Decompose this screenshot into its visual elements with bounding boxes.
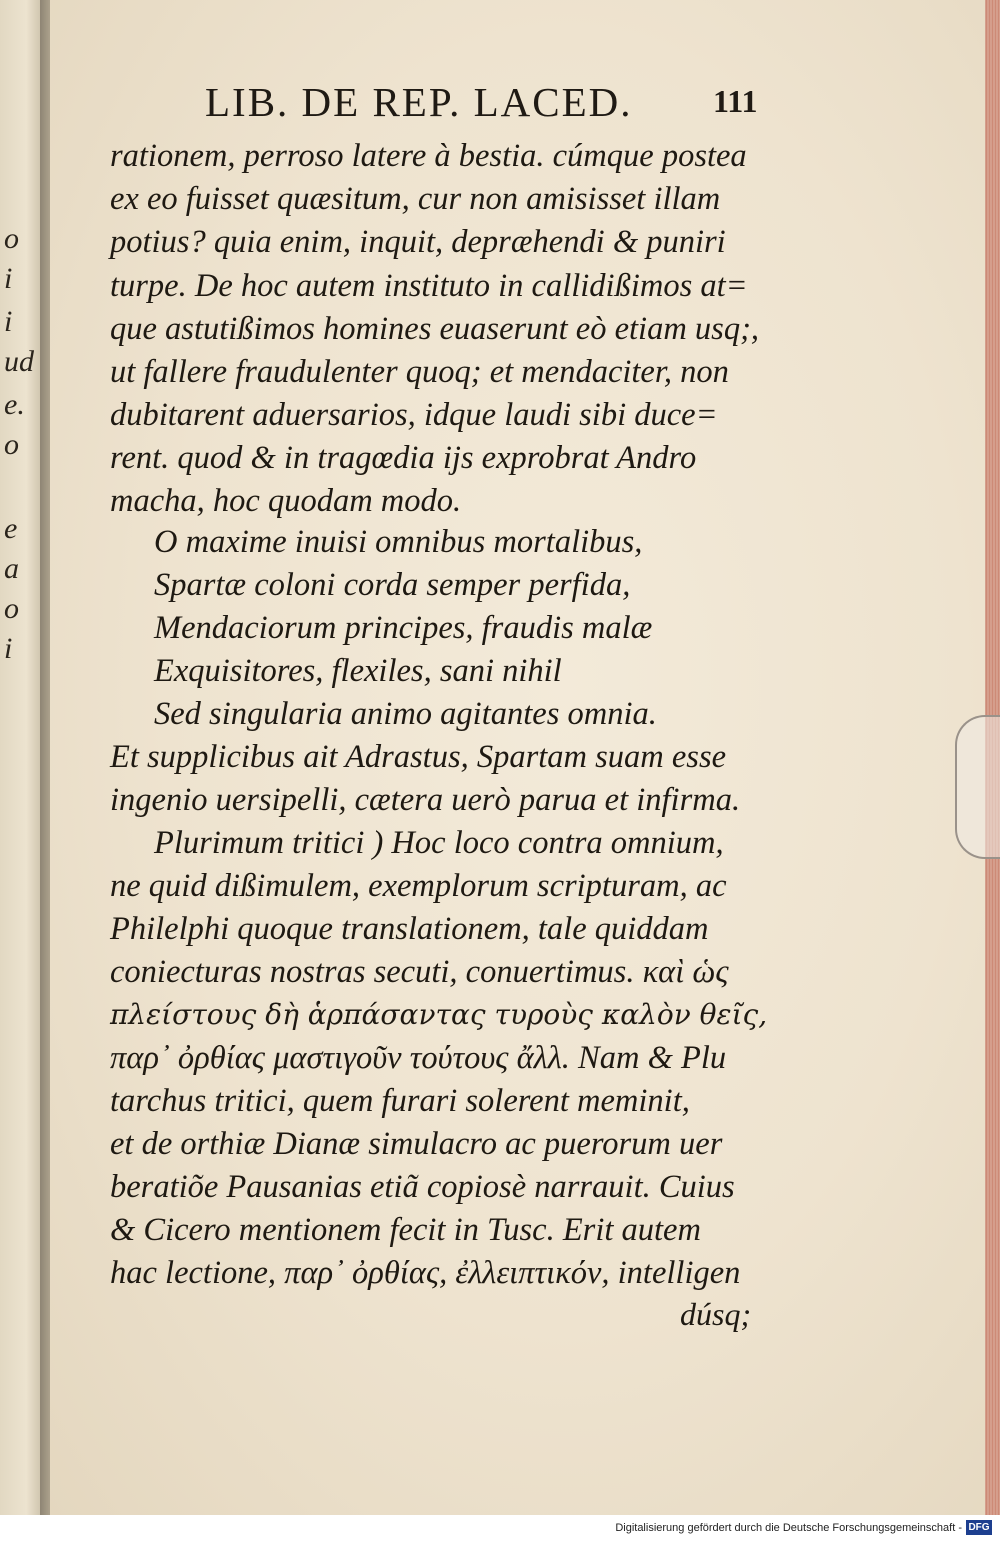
page-number: 111 [713, 83, 758, 119]
text-line: potius? quia enim, inquit, depræhendi & puniri [110, 224, 726, 260]
text-line: macha, hoc quodam modo. [110, 483, 462, 519]
text-line: dubitarent aduersarios, idque laudi sibi duce= [110, 397, 718, 433]
greek-text-line: πλείστους δὴ ἁρπάσαντας τυροὺς καλὸν θεῖς, [110, 998, 768, 1031]
verse-line: Exquisitores, flexiles, sani nihil [154, 653, 562, 689]
running-head: LIB. DE REP. LACED. [205, 79, 633, 125]
text-line: rationem, perroso latere à bestia. cúmque postea [110, 138, 747, 174]
facing-page-fragment: i [4, 305, 13, 338]
text-line: ut fallere fraudulenter quoq; et mendaciter, non [110, 354, 729, 390]
text-line: coniecturas nostras secuti, conuertimus. καὶ ὡς [110, 954, 729, 990]
commentary-lemma-line: Plurimum tritici ) Hoc loco contra omnium, [154, 825, 724, 861]
facing-page-fragment: a [4, 552, 19, 585]
text-line: que astutißimos homines euaserunt eò etiam usq;, [110, 311, 760, 347]
text-line: & Cicero mentionem fecit in Tusc. Erit autem [110, 1212, 701, 1248]
facing-page-fragment: o [4, 222, 19, 255]
text-line: ex eo fuisset quæsitum, cur non amisisset illam [110, 181, 721, 217]
text-line: turpe. De hoc autem instituto in callidißimos at= [110, 268, 748, 304]
text-line: rent. quod & in tragœdia ijs exprobrat Andro [110, 440, 697, 476]
facing-page-fragment: ud [4, 345, 34, 378]
text-line: ingenio uersipelli, cætera uerò parua et infirma. [110, 782, 741, 818]
text-line: παρ᾽ ὀρθίας μαστιγοῦν τούτους ἄλλ. Nam & Plu [110, 1040, 727, 1076]
text-line: beratiõe Pausanias etiã copiosè narrauit. Cuius [110, 1169, 735, 1205]
text-line: ne quid dißimulem, exemplorum scripturam, ac [110, 868, 727, 904]
catchword: dúsq; [680, 1296, 752, 1332]
verse-line: Mendaciorum principes, fraudis malæ [154, 610, 653, 646]
facing-page-fragment: i [4, 262, 13, 295]
text-line: et de orthiæ Dianæ simulacro ac puerorum uer [110, 1126, 723, 1162]
facing-page-edge [0, 0, 44, 1515]
facing-page-fragment: e. [4, 388, 25, 421]
text-line: Philelphi quoque translationem, tale quiddam [110, 911, 709, 947]
text-line: hac lectione, παρ᾽ ὀρθίας, ἐλλειπτικόν, intelligen [110, 1255, 741, 1291]
text-line: Et supplicibus ait Adrastus, Spartam suam esse [110, 739, 727, 775]
book-page [50, 0, 988, 1515]
dfg-logo: DFG [966, 1520, 992, 1535]
page-clip [955, 715, 1000, 859]
facing-page-fragment: e [4, 512, 18, 545]
facing-page-fragment: i [4, 632, 13, 665]
facing-page-fragment: o [4, 428, 19, 461]
footer-credit: Digitalisierung gefördert durch die Deutsche Forschungsgemeinschaft - [615, 1522, 962, 1534]
facing-page-fragment: o [4, 592, 19, 625]
text-line: tarchus tritici, quem furari solerent meminit, [110, 1083, 690, 1119]
verse-line: Sed singularia animo agitantes omnia. [154, 696, 657, 732]
verse-line: Spartæ coloni corda semper perfida, [154, 567, 631, 603]
verse-line: O maxime inuisi omnibus mortalibus, [154, 524, 643, 560]
